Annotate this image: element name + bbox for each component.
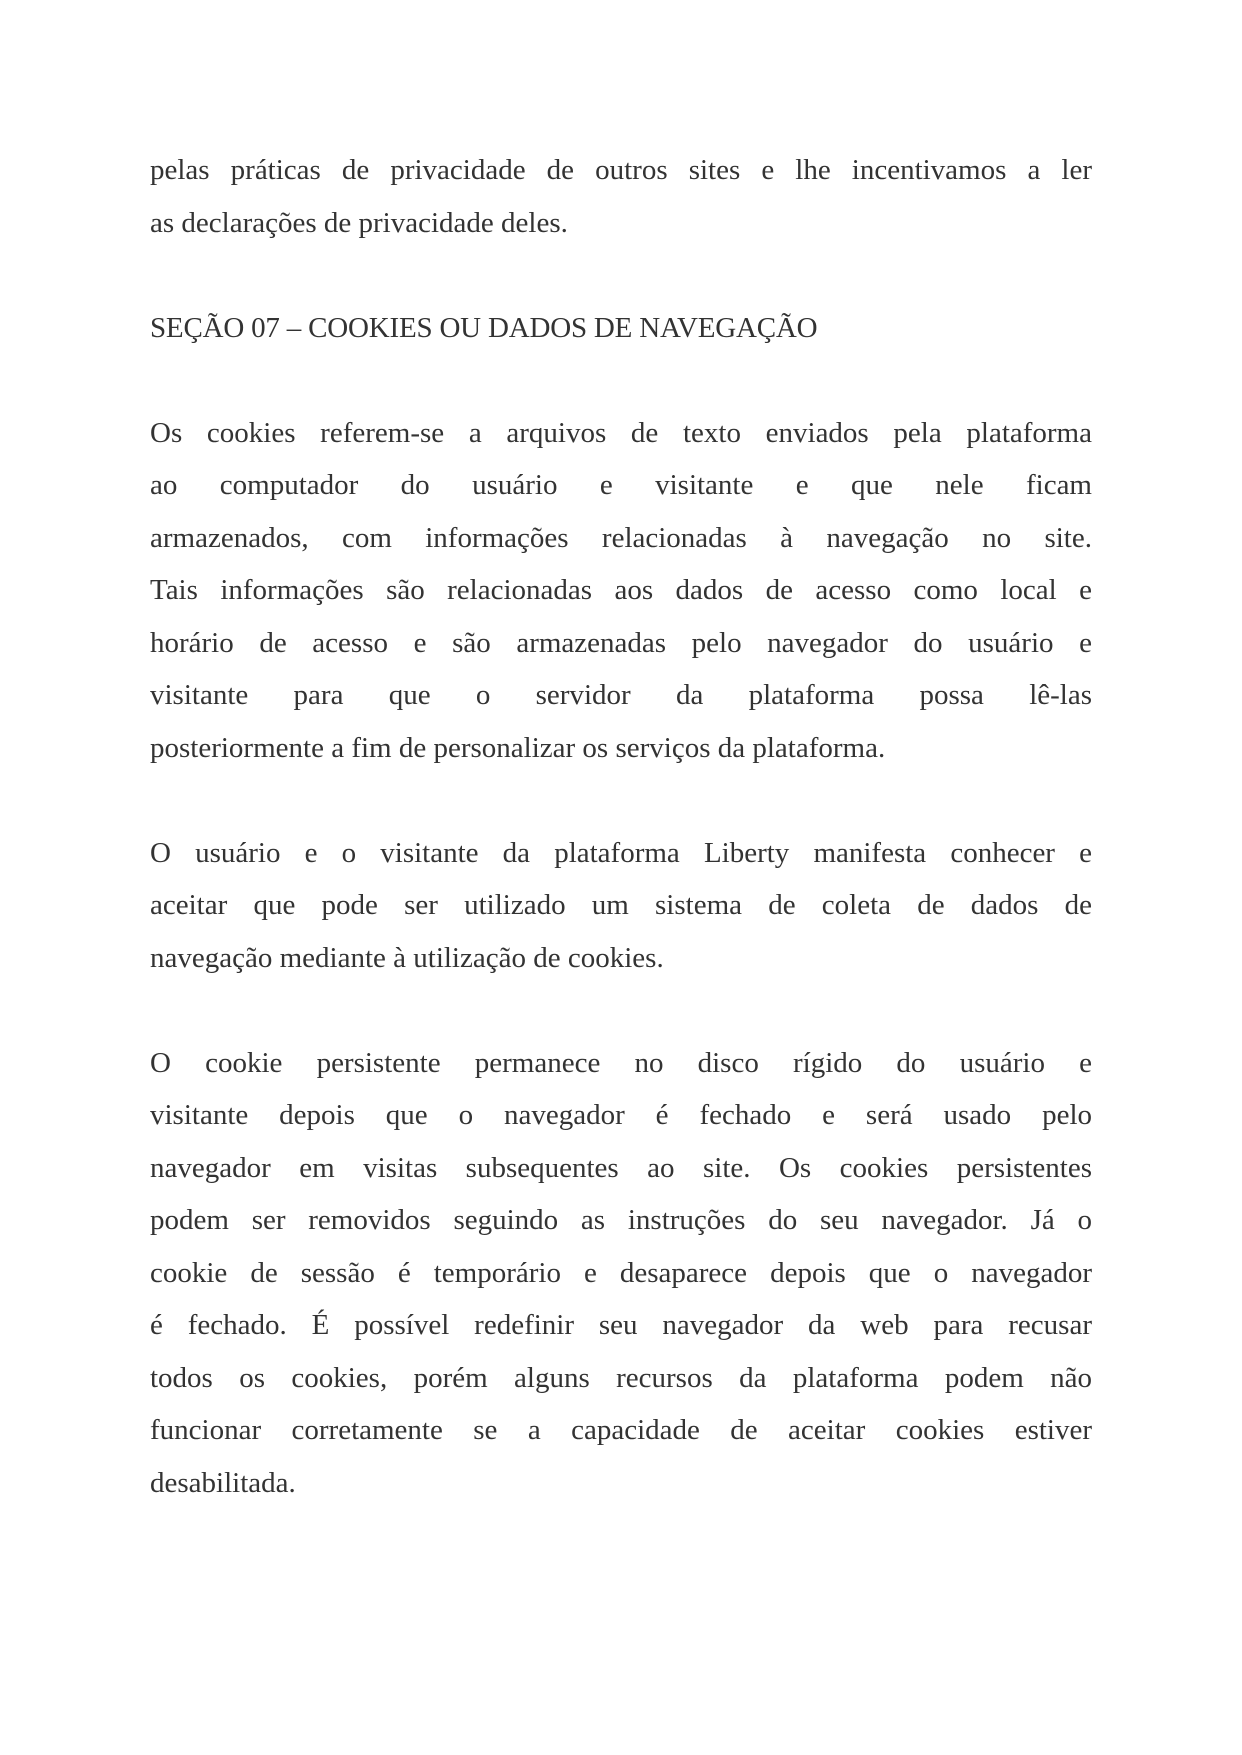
text-line: navegador em visitas subsequentes ao site. Os cookies persistentes: [150, 1151, 1092, 1184]
text-line: aceitar que pode ser utilizado um sistema de coleta de dados de: [150, 889, 1092, 921]
text-line: todos os cookies, porém alguns recursos da plataforma podem não: [150, 1361, 1092, 1394]
text-line: desabilitada.: [150, 1466, 296, 1499]
cookies-definition-paragraph: [150, 407, 1092, 775]
text-line: as declarações de privacidade deles.: [150, 206, 568, 239]
text-line: horário de acesso e são armazenadas pelo navegador do usuário e: [150, 626, 1092, 659]
section-heading: SEÇÃO 07 – COOKIES OU DADOS DE NAVEGAÇÃO: [150, 311, 818, 344]
text-line: cookie de sessão é temporário e desaparece depois que o navegador: [150, 1256, 1092, 1289]
document-page: [150, 144, 1092, 1562]
text-line: funcionar corretamente se a capacidade de aceitar cookies estiver: [150, 1414, 1092, 1446]
text-line: visitante depois que o navegador é fechado e será usado pelo: [150, 1099, 1092, 1131]
consent-paragraph: [150, 827, 1092, 985]
text-line: Os cookies referem-se a arquivos de texto enviados pela plataforma: [150, 416, 1092, 449]
text-line: é fechado. É possível redefinir seu navegador da web para recusar: [150, 1309, 1092, 1341]
text-line: pelas práticas de privacidade de outros sites e lhe incentivamos a ler: [150, 154, 1092, 186]
text-line: armazenados, com informações relacionadas à navegação no site.: [150, 521, 1092, 554]
text-line: visitante para que o servidor da plataforma possa lê-las: [150, 679, 1092, 711]
persistent-cookie-paragraph: [150, 1037, 1092, 1510]
intro-paragraph: [150, 144, 1092, 249]
section-heading-block: [150, 302, 1092, 355]
text-line: Tais informações são relacionadas aos dados de acesso como local e: [150, 574, 1092, 606]
text-line: ao computador do usuário e visitante e que nele ficam: [150, 469, 1092, 501]
text-line: podem ser removidos seguindo as instruções do seu navegador. Já o: [150, 1204, 1092, 1236]
text-line: navegação mediante à utilização de cookies.: [150, 941, 664, 974]
text-line: O cookie persistente permanece no disco rígido do usuário e: [150, 1046, 1092, 1079]
text-line: posteriormente a fim de personalizar os serviços da plataforma.: [150, 731, 886, 764]
text-line: O usuário e o visitante da plataforma Liberty manifesta conhecer e: [150, 836, 1092, 869]
